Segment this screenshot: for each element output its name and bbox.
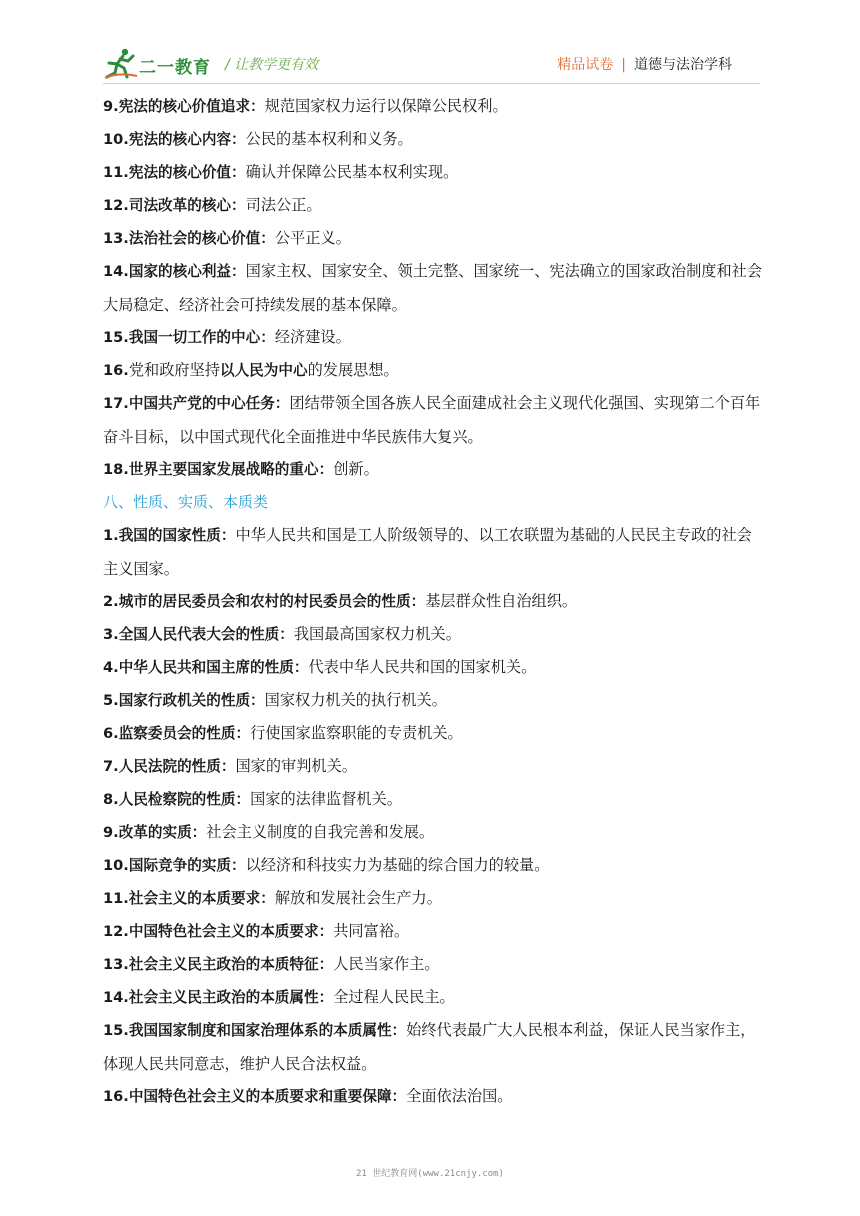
item-text: 以经济和科技实力为基础的综合国力的较量。 — [245, 856, 550, 874]
item-key: 中华人民共和国主席的性质： — [118, 659, 309, 676]
item-key: 世界主要国家发展战略的重心： — [128, 461, 334, 478]
item-text: 确认并保障公民基本权利实现。 — [245, 163, 459, 181]
list-item — [103, 915, 763, 948]
item-text: 代表中华人民共和国的国家机关。 — [308, 658, 537, 676]
item-text: 的发展思想。 — [307, 361, 399, 379]
item-key: 以人民为中心 — [219, 362, 308, 379]
header-separator: | — [621, 57, 626, 73]
list-item — [103, 783, 763, 816]
list-item — [103, 1080, 763, 1113]
item-number: 18. — [103, 461, 129, 478]
item-number: 7. — [103, 758, 119, 775]
header-divider — [103, 83, 760, 84]
list-item — [103, 1014, 763, 1080]
item-number: 12. — [103, 197, 129, 214]
item-number: 13. — [103, 230, 129, 247]
list-item — [103, 684, 763, 717]
list-item — [103, 981, 763, 1014]
item-number: 8. — [103, 791, 119, 808]
item-number: 16. — [103, 362, 129, 379]
item-number: 9. — [103, 824, 119, 841]
item-number: 12. — [103, 923, 129, 940]
item-number: 13. — [103, 956, 129, 973]
item-prefix: 党和政府坚持 — [128, 361, 220, 379]
item-key: 我国一切工作的中心： — [128, 329, 275, 346]
list-item — [103, 750, 763, 783]
item-number: 1. — [103, 527, 119, 544]
item-number: 11. — [103, 164, 129, 181]
item-key: 中国特色社会主义的本质要求和重要保障： — [128, 1088, 407, 1105]
item-key: 全国人民代表大会的性质： — [118, 626, 294, 643]
slogan: / 让教学更有效 — [225, 57, 319, 73]
list-item — [103, 453, 763, 486]
item-key: 法治社会的核心价值： — [128, 230, 275, 247]
item-number: 14. — [103, 989, 129, 1006]
item-key: 人民法院的性质： — [118, 758, 236, 775]
item-number: 15. — [103, 329, 129, 346]
page-footer: 21 世纪教育网(www.21cnjy.com) — [356, 1169, 504, 1179]
item-key: 社会主义民主政治的本质属性： — [128, 989, 334, 1006]
item-text: 解放和发展社会生产力。 — [274, 889, 442, 907]
item-number: 4. — [103, 659, 119, 676]
item-text: 始终代表最广大人民根本利益，保证人民当家作主，体现人民共同意志，维护人民合法权益。 — [103, 1021, 756, 1073]
item-key: 监察委员会的性质： — [118, 725, 251, 742]
item-key: 宪法的核心内容： — [128, 131, 246, 148]
list-item — [103, 222, 763, 255]
list-item — [103, 156, 763, 189]
item-number: 2. — [103, 593, 119, 610]
item-key: 我国国家制度和国家治理体系的本质属性： — [128, 1022, 407, 1039]
item-text: 人民当家作主。 — [333, 955, 440, 973]
list-item — [103, 123, 763, 156]
item-key: 社会主义民主政治的本质特征： — [128, 956, 334, 973]
item-text: 国家的审判机关。 — [235, 757, 357, 775]
item-number: 16. — [103, 1088, 129, 1105]
item-number: 11. — [103, 890, 129, 907]
item-text: 司法公正。 — [245, 196, 322, 214]
item-number: 14. — [103, 263, 129, 280]
item-text: 全面依法治国。 — [406, 1087, 513, 1105]
runner-logo-icon — [103, 46, 139, 80]
item-text: 基层群众性自治组织。 — [425, 592, 578, 610]
item-text: 经济建设。 — [274, 328, 351, 346]
list-item — [103, 882, 763, 915]
list-item — [103, 90, 763, 123]
item-key: 人民检察院的性质： — [118, 791, 251, 808]
item-key: 我国的国家性质： — [118, 527, 236, 544]
item-key: 司法改革的核心： — [128, 197, 246, 214]
item-key: 国家行政机关的性质： — [118, 692, 265, 709]
logo-text: 二一教育 — [139, 58, 211, 78]
item-text: 我国最高国家权力机关。 — [293, 625, 461, 643]
list-item — [103, 849, 763, 882]
item-key: 宪法的核心价值追求： — [118, 98, 265, 115]
item-text: 国家主权、国家安全、领土完整、国家统一、宪法确立的国家政治制度和社会大局稳定、经济社会可持续发展的基本保障。 — [103, 262, 762, 314]
item-text: 团结带领全国各族人民全面建成社会主义现代化强国、实现第二个百年奋斗目标，以中国式现代化全面推进中华民族伟大复兴。 — [103, 394, 761, 446]
list-item — [103, 354, 763, 387]
nature-items-list — [103, 519, 763, 1113]
item-text: 国家的法律监督机关。 — [250, 790, 402, 808]
list-item — [103, 651, 763, 684]
section-heading: 八、性质、实质、本质类 — [103, 493, 269, 511]
item-text: 规范国家权力运行以保障公民权利。 — [264, 97, 508, 115]
item-number: 5. — [103, 692, 119, 709]
item-key: 社会主义的本质要求： — [128, 890, 275, 907]
list-item — [103, 618, 763, 651]
header-tag: 精品试卷 — [557, 57, 614, 73]
item-text: 创新。 — [333, 460, 379, 478]
list-item — [103, 189, 763, 222]
list-item — [103, 255, 763, 321]
item-key: 中国特色社会主义的本质要求： — [128, 923, 334, 940]
document-body — [103, 90, 763, 1113]
header-subject: 道德与法治学科 — [634, 57, 732, 73]
item-key: 国际竞争的实质： — [128, 857, 246, 874]
item-number: 10. — [103, 857, 129, 874]
item-number: 6. — [103, 725, 119, 742]
list-item — [103, 321, 763, 354]
list-item — [103, 717, 763, 750]
list-item — [103, 585, 763, 618]
item-number: 3. — [103, 626, 119, 643]
item-number: 9. — [103, 98, 119, 115]
item-number: 15. — [103, 1022, 129, 1039]
list-item — [103, 519, 763, 585]
header-right — [557, 54, 732, 74]
item-key: 中国共产党的中心任务： — [128, 395, 290, 412]
item-text: 中华人民共和国是工人阶级领导的、以工农联盟为基础的人民民主专政的社会主义国家。 — [103, 526, 752, 578]
item-key: 城市的居民委员会和农村的村民委员会的性质： — [118, 593, 426, 610]
item-number: 10. — [103, 131, 129, 148]
item-text: 共同富裕。 — [333, 922, 410, 940]
page-header — [0, 0, 860, 88]
item-text: 社会主义制度的自我完善和发展。 — [206, 823, 435, 841]
item-key: 宪法的核心价值： — [128, 164, 246, 181]
logo — [103, 46, 223, 82]
item-text: 行使国家监察职能的专责机关。 — [250, 724, 463, 742]
item-text: 全过程人民民主。 — [333, 988, 455, 1006]
item-key: 国家的核心利益： — [128, 263, 246, 280]
core-items-list — [103, 90, 763, 486]
list-item — [103, 387, 763, 453]
item-key: 改革的实质： — [118, 824, 207, 841]
list-item — [103, 948, 763, 981]
list-item — [103, 816, 763, 849]
item-number: 17. — [103, 395, 129, 412]
item-text: 国家权力机关的执行机关。 — [264, 691, 447, 709]
item-text: 公民的基本权利和义务。 — [245, 130, 413, 148]
item-text: 公平正义。 — [274, 229, 351, 247]
